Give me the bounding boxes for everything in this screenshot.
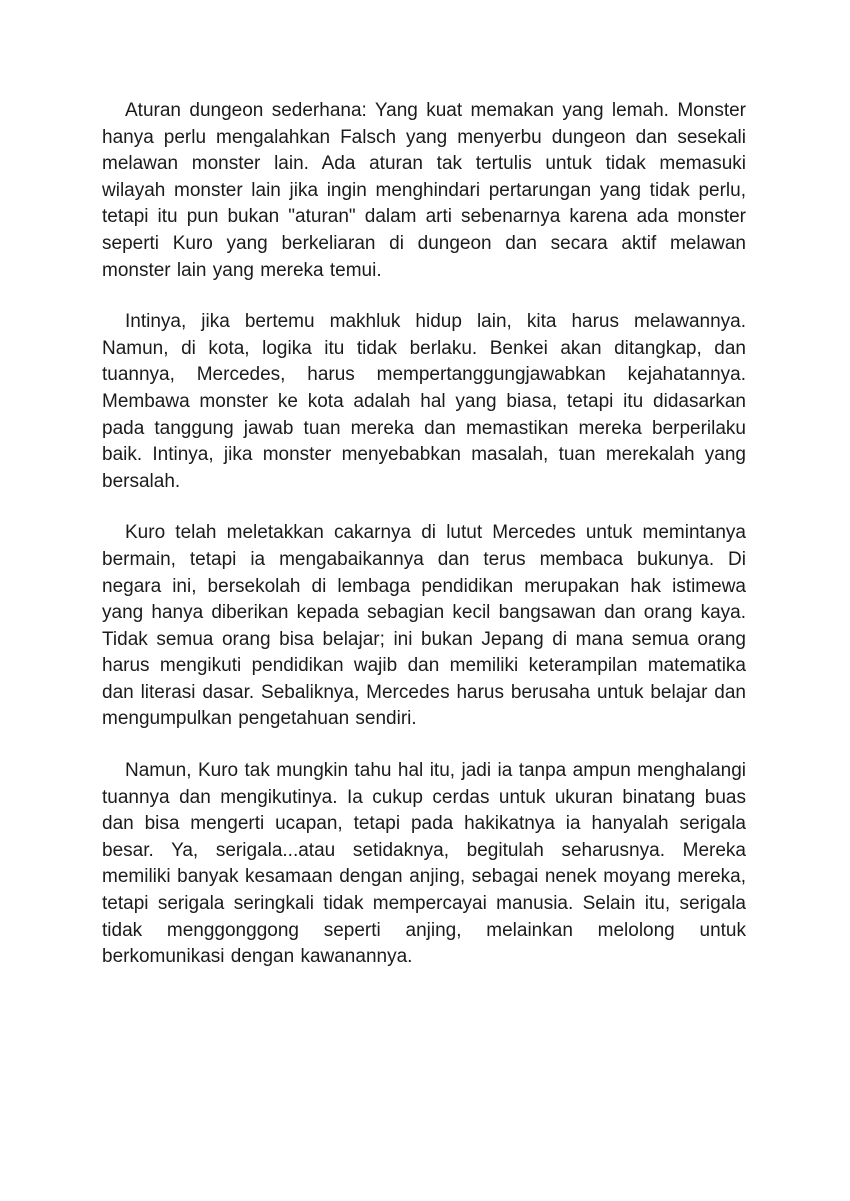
paragraph-2: Intinya, jika bertemu makhluk hidup lain, kita harus melawannya. Namun, di kota, logika itu tidak berlaku. Benkei akan ditangkap, dan tuannya, Mercedes, harus mempertanggungjawabkan kejahatannya. Membawa monster ke kota adalah hal yang biasa, tetapi itu didasarkan pada tanggung jawab tuan mereka dan memastikan mereka berperilaku baik. Intinya, jika monster menyebabkan masalah, tuan merekalah yang bersalah. [102,311,746,492]
paragraph-3: Kuro telah meletakkan cakarnya di lutut Mercedes untuk memintanya bermain, tetapi ia mengabaikannya dan terus membaca bukunya. Di negara ini, bersekolah di lembaga pendidikan merupakan hak istimewa yang hanya diberikan kepada sebagian kecil bangsawan dan orang kaya. Tidak semua orang bisa belajar; ini bukan Jepang di mana semua orang harus mengikuti pendidikan wajib dan memiliki keterampilan matematika dan literasi dasar. Sebaliknya, Mercedes harus berusaha untuk belajar dan mengumpulkan pengetahuan sendiri. [102,522,746,730]
paragraph-4: Namun, Kuro tak mungkin tahu hal itu, jadi ia tanpa ampun menghalangi tuannya dan mengikutinya. Ia cukup cerdas untuk ukuran binatang buas dan bisa mengerti ucapan, tetapi pada hakikatnya ia hanyalah serigala besar. Ya, serigala...atau setidaknya, begitulah seharusnya. Mereka memiliki banyak kesamaan dengan anjing, sebagai nenek moyang mereka, tetapi serigala seringkali tidak mempercayai manusia. Selain itu, serigala tidak menggonggong seperti anjing, melainkan melolong untuk berkomunikasi dengan kawanannya. [102,760,746,968]
paragraph-1: Aturan dungeon sederhana: Yang kuat memakan yang lemah. Monster hanya perlu mengalahkan Falsch yang menyerbu dungeon dan sesekali melawan monster lain. Ada aturan tak tertulis untuk tidak memasuki wilayah monster lain jika ingin menghindari pertarungan yang tidak perlu, tetapi itu pun bukan "aturan" dalam arti sebenarnya karena ada monster seperti Kuro yang berkeliaran di dungeon dan secara aktif melawan monster lain yang mereka temui. [102,100,746,281]
text-block [102,98,746,971]
